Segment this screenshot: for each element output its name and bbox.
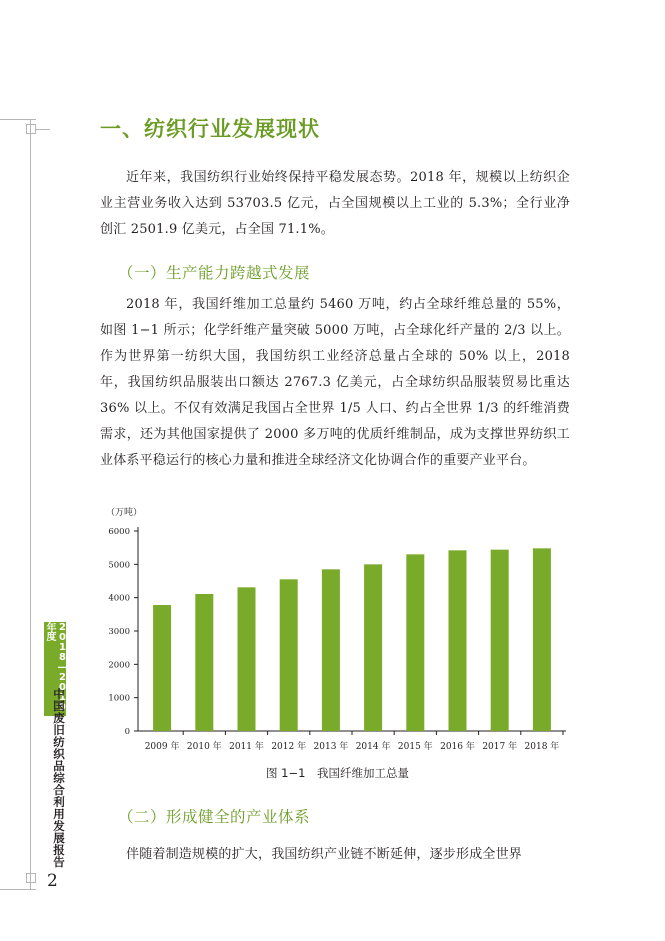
y-tick-label: 1000 xyxy=(108,693,130,704)
subsection-title-1: （一）生产能力跨越式发展 xyxy=(118,264,311,282)
x-tick-label: 2014 年 xyxy=(355,742,391,752)
x-tick-label: 2011 年 xyxy=(229,742,264,752)
frame-corner-bottom xyxy=(26,873,36,883)
page-number: 2 xyxy=(47,871,58,891)
x-tick-label: 2016 年 xyxy=(440,742,475,752)
bar-2010 xyxy=(195,594,213,731)
bar-2017 xyxy=(491,550,509,731)
x-tick-label: 2010 年 xyxy=(186,742,222,752)
y-tick-label: 6000 xyxy=(108,527,130,537)
y-tick-label: 3000 xyxy=(108,627,130,637)
y-tick-label: 4000 xyxy=(108,593,130,604)
frame-corner-top xyxy=(26,124,36,134)
x-tick-label: 2009 年 xyxy=(144,742,180,752)
bar-2009 xyxy=(153,605,171,731)
x-tick-label: 2015 年 xyxy=(397,742,433,752)
y-axis-unit-label: （万吨） xyxy=(106,508,143,518)
y-tick-label: 5000 xyxy=(108,560,130,571)
x-tick-label: 2012 年 xyxy=(271,742,307,752)
report-title-vertical: 中国废旧纺织品综合利用发展报告 xyxy=(52,688,66,868)
body-paragraph: 2018 年，我国纤维加工总量约 5460 万吨，约占全球纤维总量的 55%，如图 1−1 所示；化学纤维产量突破 5000 万吨，占全球化纤产量的 2/3 以上。作为世界第一纺织大国，我国纺织工业经济总量占全球的 50% 以上，2018 年，我国纺织品服装出口额达 2767.3 亿美元，占全球纺织品服装贸易比重达 36% 以上。不仅有效满足我国占全世界 1/5 人口、约占全世界 1/3 的纤维消费需求，还为其他国家提供了 2000 多万吨的优质纤维制品，成为支撑世界纺织工业体系平稳运行的核心力量和推进全球经济文化协调合作的重要产业平台。 xyxy=(100,297,570,468)
figure-caption: 图 1−1 我国纤维加工总量 xyxy=(266,766,409,780)
bar-2018 xyxy=(533,548,551,731)
bar-2014 xyxy=(364,564,382,731)
frame-line-bottom xyxy=(0,889,36,890)
y-tick-label: 2000 xyxy=(108,660,130,671)
bar-2011 xyxy=(238,587,256,731)
subsection-title-2: （二）形成健全的产业体系 xyxy=(118,808,311,826)
last-paragraph: 伴随着制造规模的扩大，我国纺织产业链不断延伸，逐步形成全世界 xyxy=(126,847,523,862)
bar-2012 xyxy=(280,579,298,731)
x-tick-label: 2017 年 xyxy=(482,742,518,752)
bar-2013 xyxy=(322,569,340,731)
frame-tick-top xyxy=(36,129,50,130)
x-tick-label: 2018 年 xyxy=(524,742,560,752)
fiber-processing-bar-chart xyxy=(96,504,576,760)
x-tick-label: 2013 年 xyxy=(313,742,349,752)
y-tick-label: 0 xyxy=(124,727,130,737)
bar-2016 xyxy=(449,550,467,731)
bar-2015 xyxy=(406,554,424,731)
section-title: 一、纺织行业发展现状 xyxy=(100,117,320,141)
intro-paragraph: 近年来，我国纺织行业始终保持平稳发展态势。2018 年，规模以上纺织企业主营业务收入达到 53703.5 亿元，占全国规模以上工业的 5.3%；全行业净创汇 2501.9 亿美元，占全国 71.1%。 xyxy=(100,170,570,237)
year-tab: 2018—2019年度 xyxy=(44,622,66,716)
